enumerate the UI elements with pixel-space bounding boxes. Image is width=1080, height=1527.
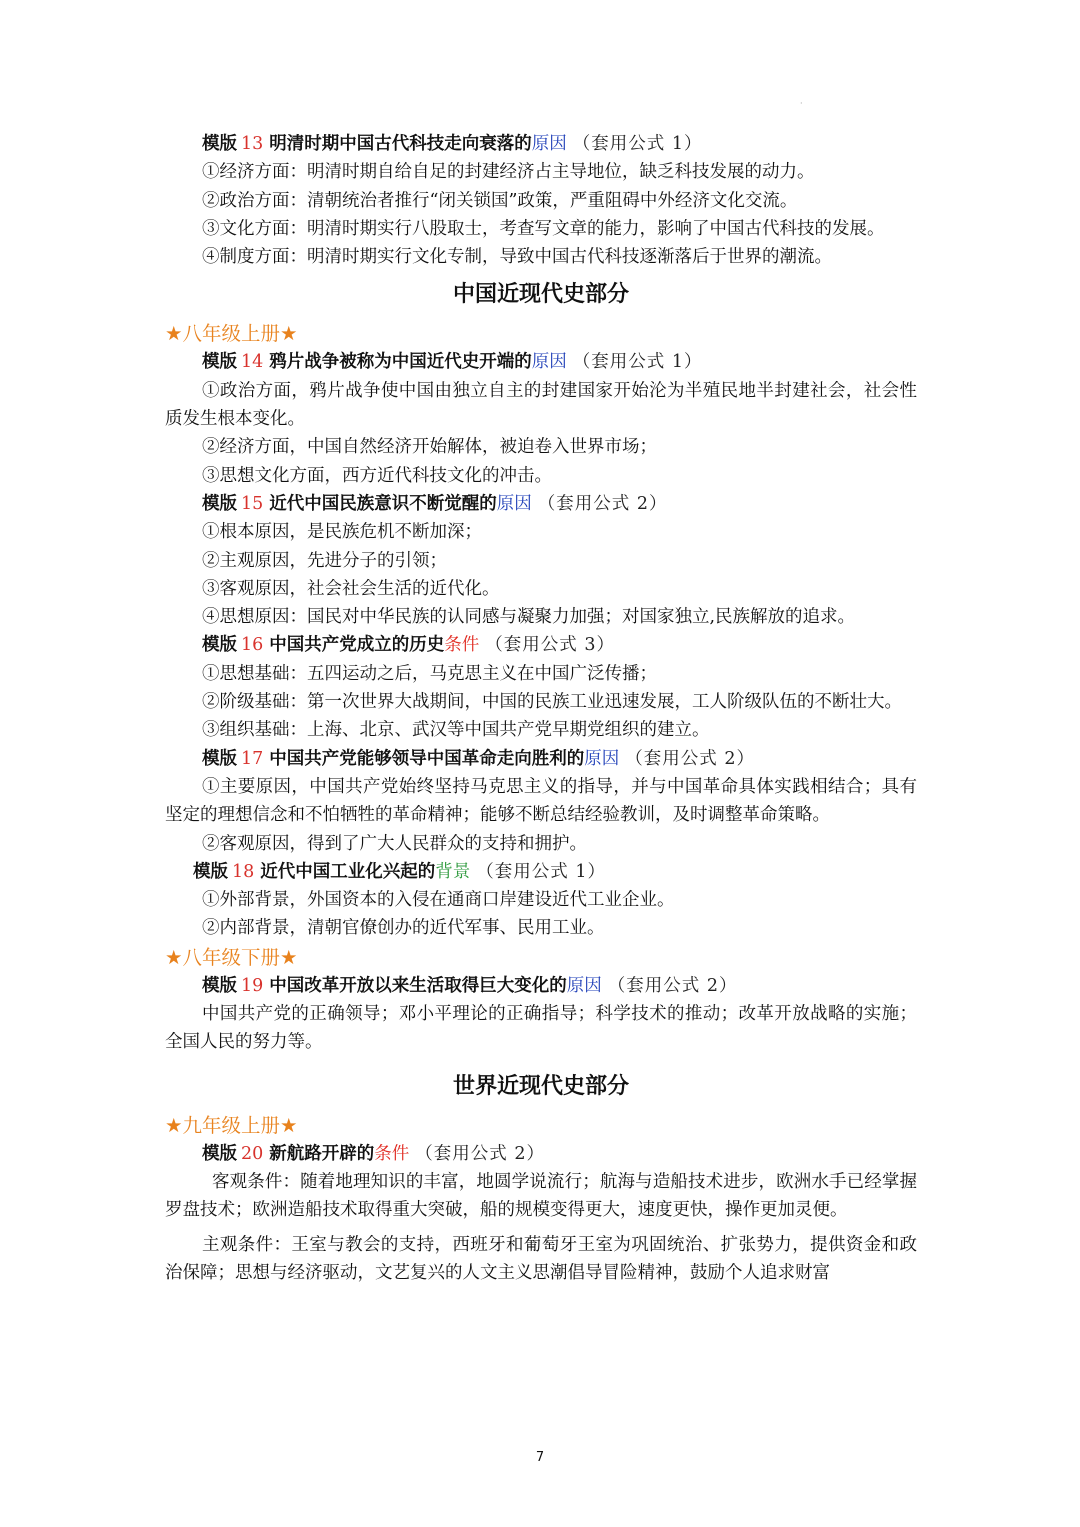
section-title-world-modern: 世界近现代史部分 — [452, 1072, 629, 1099]
template-15-item: ③客观原因，社会社会生活的近代化。 — [202, 578, 500, 599]
template-17-item: ②客观原因，得到了广大人民群众的支持和拥护。 — [202, 833, 587, 854]
template-18-heading: 模版 18 近代中国工业化兴起的背景 （套用公式 1） — [193, 861, 606, 882]
page-number: 7 — [535, 1450, 545, 1465]
page-content — [165, 130, 917, 1287]
template-13-item: ①经济方面：明清时期自给自足的封建经济占主导地位，缺乏科技发展的动力。 — [202, 162, 815, 183]
grade-heading-8a: ★八年级上册★ — [165, 322, 298, 346]
template-20-heading: 模版 20 新航路开辟的条件 （套用公式 2） — [202, 1143, 545, 1164]
template-13-heading: 模版 13 明清时期中国古代科技走向衰落的原因 （套用公式 1） — [202, 134, 703, 154]
grade-heading-9a: ★九年级上册★ — [165, 1113, 298, 1137]
section-title-modern-china: 中国近现代史部分 — [452, 281, 629, 308]
template-16-item: ①思想基础：五四运动之后，马克思主义在中国广泛传播； — [202, 663, 657, 684]
template-14-item: ②经济方面，中国自然经济开始解体，被迫卷入世界市场； — [202, 437, 657, 458]
template-15-item: ①根本原因，是民族危机不断加深； — [202, 522, 482, 543]
template-18-item: ②内部背景，清朝官僚创办的近代军事、民用工业。 — [202, 918, 605, 939]
template-18-item: ①外部背景，外国资本的入侵在通商口岸建设近代工业企业。 — [202, 890, 675, 911]
corner-mark: · — [800, 99, 803, 108]
template-16-heading: 模版 16 中国共产党成立的历史条件 （套用公式 3） — [202, 635, 615, 656]
template-15-item: ②主观原因，先进分子的引领； — [202, 550, 447, 571]
template-13-item: ②政治方面：清朝统治者推行“闭关锁国”政策，严重阻碍中外经济文化交流。 — [202, 190, 798, 211]
template-14-item: ③思想文化方面，西方近代科技文化的冲击。 — [202, 465, 552, 486]
template-17-heading: 模版 17 中国共产党能够领导中国革命走向胜利的原因 （套用公式 2） — [202, 748, 755, 769]
template-16-item: ②阶级基础：第一次世界大战期间，中国的民族工业迅速发展，工人阶级队伍的不断壮大。 — [202, 692, 902, 713]
template-14-item: ①政治方面，鸦片战争使中国由独立自主的封建国家开始沦为半殖民地半封建社会，社会性质发生根本变化。 — [165, 380, 917, 430]
template-19-heading: 模版 19 中国改革开放以来生活取得巨大变化的原因 （套用公式 2） — [202, 975, 738, 996]
template-20-objective: 客观条件：随着地理知识的丰富，地圆学说流行；航海与造船技术进步，欧洲水手已经掌握罗盘技术；欧洲造船技术取得重大突破，船的规模变得更大，速度更快，操作更加灵便。 — [165, 1171, 917, 1221]
template-16-item: ③组织基础：上海、北京、武汉等中国共产党早期党组织的建立。 — [202, 720, 710, 741]
template-17-item: ①主要原因，中国共产党始终坚持马克思主义的指导，并与中国革命具体实践相结合；具有坚定的理想信念和不怕牺牲的革命精神；能够不断总结经验教训，及时调整革命策略。 — [165, 776, 917, 826]
template-19-text: 中国共产党的正确领导；邓小平理论的正确指导；科学技术的推动；改革开放战略的实施；全国人民的努力等。 — [165, 1004, 917, 1053]
template-14-heading: 模版 14 鸦片战争被称为中国近代史开端的原因 （套用公式 1） — [202, 352, 703, 373]
template-15-item: ④思想原因：国民对中华民族的认同感与凝聚力加强；对国家独立,民族解放的追求。 — [202, 607, 856, 628]
grade-heading-8b: ★八年级下册★ — [165, 945, 298, 969]
template-13-item: ④制度方面：明清时期实行文化专制，导致中国古代科技逐渐落后于世界的潮流。 — [202, 247, 832, 268]
template-20-subjective: 主观条件：王室与教会的支持，西班牙和葡萄牙王室为巩固统治、扩张势力，提供资金和政治保障；思想与经济驱动，文艺复兴的人文主义思潮倡导冒险精神，鼓励个人追求财富 — [165, 1234, 917, 1283]
template-13-item: ③文化方面：明清时期实行八股取士，考查写文章的能力，影响了中国古代科技的发展。 — [202, 218, 885, 239]
template-15-heading: 模版 15 近代中国民族意识不断觉醒的原因 （套用公式 2） — [202, 493, 668, 514]
